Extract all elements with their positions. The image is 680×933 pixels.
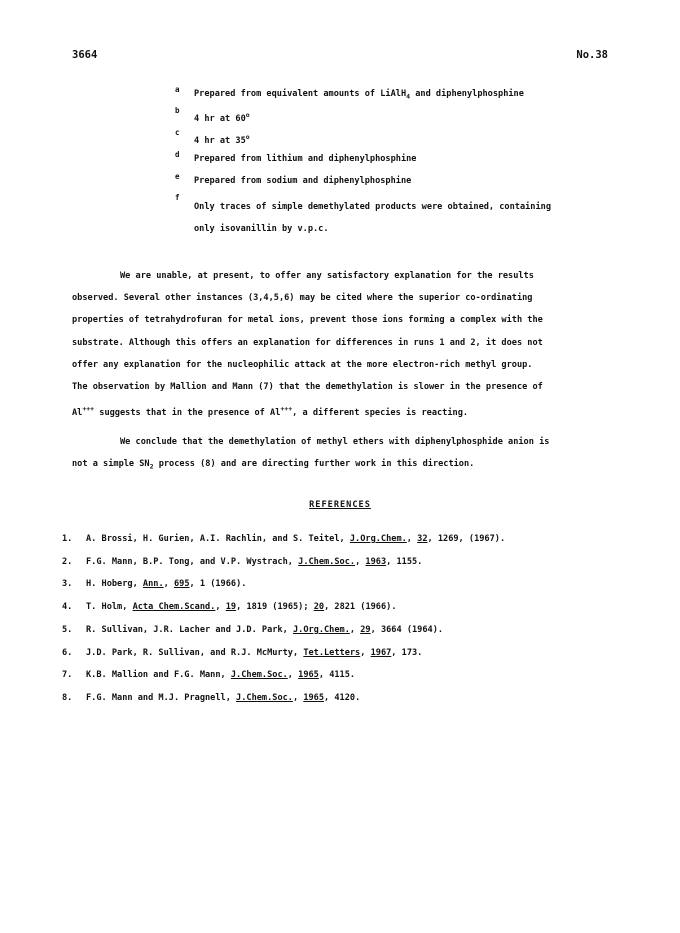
reference-list (62, 528, 622, 710)
volume: 1967 (370, 647, 392, 658)
journal-name: Ann. (142, 579, 164, 590)
journal-number: No.38 (576, 49, 608, 61)
volume: 1965 (303, 692, 325, 703)
reference-item: 1. A. Brossi, H. Gurien, A.I. Rachlin, and S. Teitel, J.Org.Chem., 32, 1269, (1967). (62, 534, 506, 544)
text-line: properties of tetrahydrofuran for metal ions, prevent those ions forming a complex with the (72, 315, 543, 326)
table-footnotes (175, 85, 615, 240)
footnote-text: 4 hr at 35$^o$ (194, 133, 250, 146)
footnote-mark: a (175, 85, 180, 94)
reference-item: 7. K.B. Mallion and F.G. Mann, J.Chem.Soc., 1965, 4115. (62, 670, 356, 681)
footnote-d (175, 150, 615, 175)
text-line: offer any explanation for the nucleophilic attack at the more electron-rich methyl group. (72, 359, 533, 370)
footnote-mark: d (175, 150, 180, 159)
footnote-a (175, 85, 615, 109)
journal-name: Tet.Letters (303, 647, 361, 658)
volume: 695 (173, 579, 190, 590)
journal-name: J.Chem.Soc. (298, 556, 356, 567)
journal-name: J.Org.Chem. (292, 624, 350, 635)
footnote-text: Only traces of simple demethylated products were obtained, containing only isovanillin by v.p.c. (194, 202, 551, 234)
paragraph-discussion (72, 265, 604, 424)
volume: 29 (360, 624, 371, 635)
reference-item: 4. T. Holm, Acta Chem.Scand., 19, 1819 (1965); 20, 2821 (1966). (62, 602, 397, 613)
text-line: We are unable, at present, to offer any satisfactory explanation for the results (120, 271, 534, 281)
volume: 19 (225, 602, 237, 613)
text-line: Al+++ suggests that in the presence of Al+++, a different species is reacting. (72, 405, 469, 419)
footnote-c (175, 128, 615, 153)
footnote-mark: e (175, 172, 180, 181)
reference-item: 8. F.G. Mann and M.J. Pragnell, J.Chem.Soc., 1965, 4120. (62, 692, 361, 703)
volume: 1965 (298, 670, 319, 681)
journal-name: J.Chem.Soc. (230, 670, 288, 681)
text-line: We conclude that the demethylation of methyl ethers with diphenylphosphide anion is (120, 437, 550, 447)
text-line: The observation by Mallion and Mann (7) that the demethylation is slower in the presence of (72, 382, 543, 393)
footnote-b (175, 106, 615, 131)
journal-name: J.Chem.Soc. (236, 692, 293, 703)
footnote-e (175, 172, 615, 196)
reference-item: 5. R. Sullivan, J.R. Lacher and J.D. Park, J.Org.Chem., 29, 3664 (1964). (62, 624, 444, 635)
reference-item: 6. J.D. Park, R. Sullivan, and R.J. McMurty, Tet.Letters, 1967, 173. (62, 647, 423, 658)
references-heading: REFERENCES (309, 500, 371, 510)
footnote-text: Prepared from lithium and diphenylphosphine (194, 154, 417, 164)
volume: 20 (313, 602, 325, 613)
text-line: observed. Several other instances (3,4,5,6) may be cited where the superior co-ordinating (72, 293, 533, 304)
footnote-mark: f (175, 193, 180, 202)
volume: 32 (417, 534, 428, 544)
reference-item: 2. F.G. Mann, B.P. Tong, and V.P. Wystrach, J.Chem.Soc., 1963, 1155. (62, 556, 423, 567)
footnote-text: 4 hr at 60$^o$ (194, 111, 250, 124)
footnote-f (175, 193, 615, 240)
footnote-text: Prepared from sodium and diphenylphosphine (194, 176, 412, 186)
footnote-mark: c (175, 128, 180, 137)
journal-name: J.Org.Chem. (349, 534, 407, 544)
footnote-text: Prepared from equivalent amounts of LiAlH$_4$ and diphenylphosphine (194, 89, 524, 101)
text-line: substrate. Although this offers an explanation for differences in runs 1 and 2, it does not (72, 337, 543, 348)
page-number: 3664 (72, 49, 98, 61)
paragraph-conclusion (72, 431, 604, 478)
journal-name: Acta Chem.Scand. (132, 602, 216, 613)
volume: 1963 (365, 556, 387, 567)
text-line: not a simple $SN_2$ process (8) and are directing further work in this direction. (72, 459, 475, 471)
reference-item: 3. H. Hoberg, Ann., 695, 1 (1966). (62, 579, 247, 590)
footnote-mark: b (175, 106, 180, 115)
